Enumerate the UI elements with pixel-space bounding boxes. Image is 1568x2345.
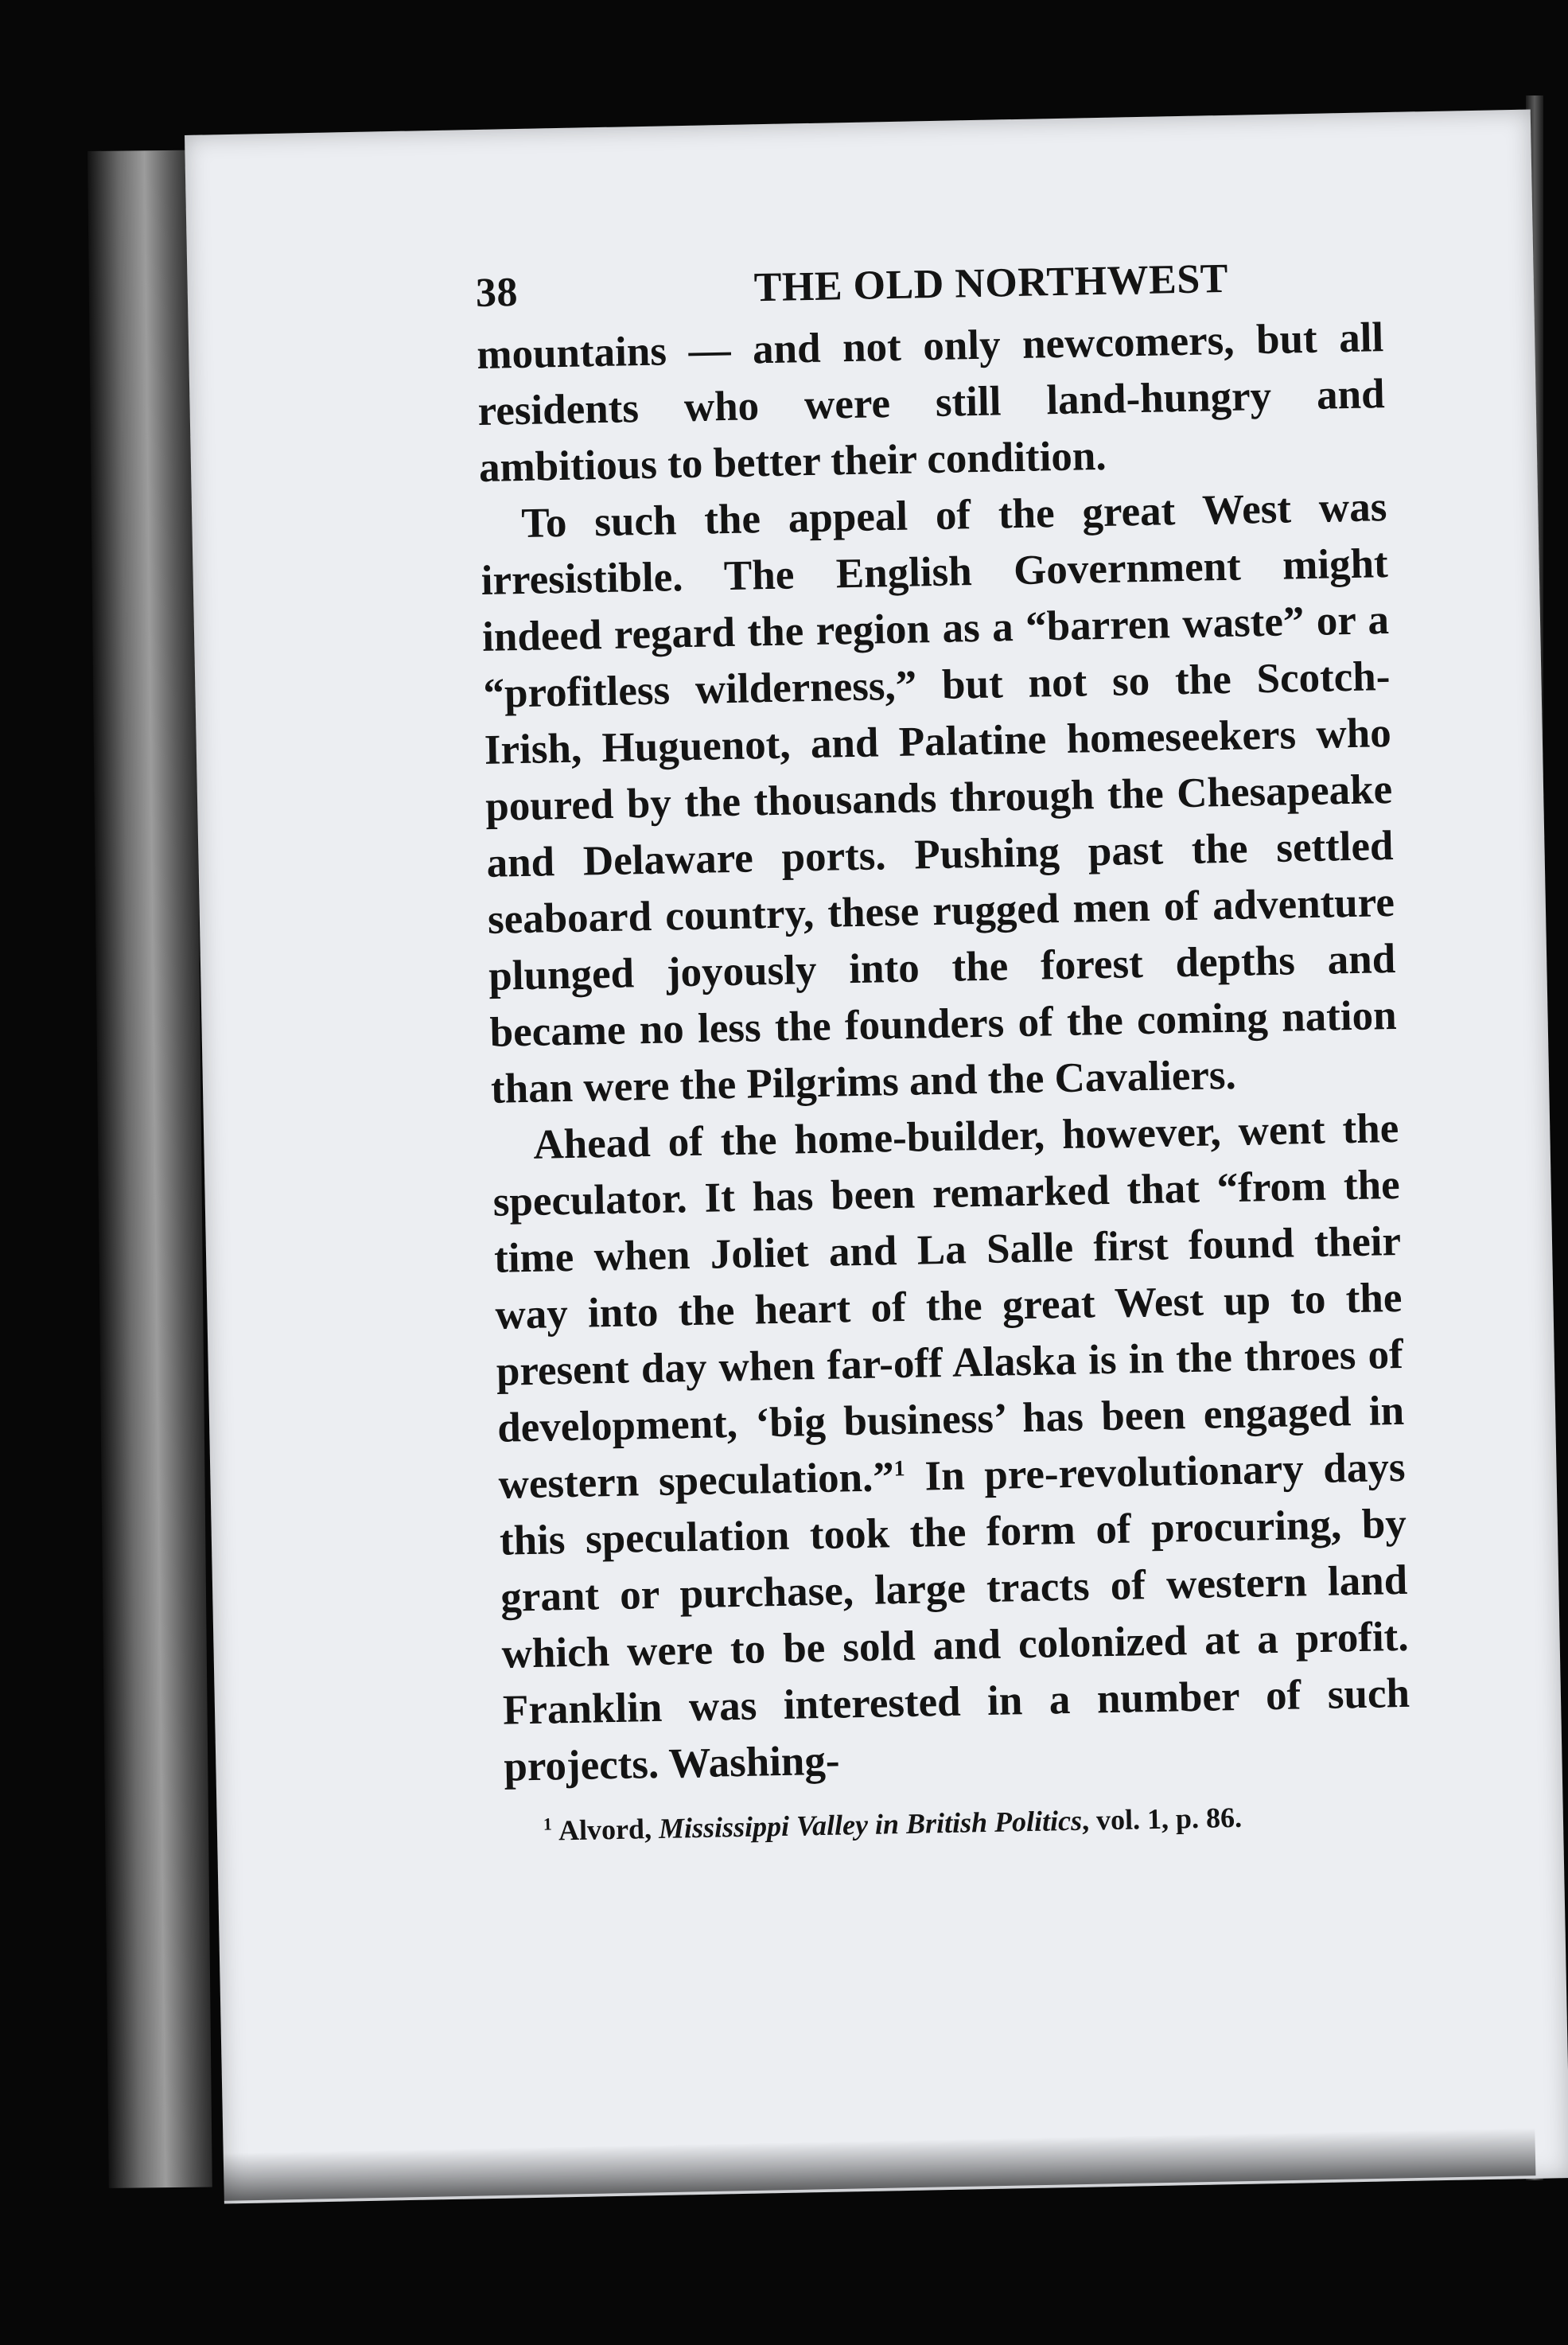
footnote-rest: , vol. 1, p. 86.: [1081, 1801, 1243, 1837]
footnote: [505, 1794, 1413, 1852]
paragraph-2: To such the appeal of the great West was irresistible. The English Government might indeed regard the region as a “barren waste” or a “profitless wilderness,” but not so the Scotch-Irish, Huguenot, and Palatine homeseekers who poured by the thousands through the Chesapeake and Delaware ports. Pushing past the settled seaboard country, these rugged men of adventure plunged joyously into the forest depths and became no less the founders of the coming nation than were the Pilgrims and the Cavaliers.: [481, 484, 1398, 1112]
paragraph-3-text-b: In pre-revolutionary days this speculation took the form of procuring, by grant or purchase, large tracts of western land which were to be sold and colonized at a profit. Franklin was interested in a number of such projects. Washing-: [499, 1443, 1410, 1790]
running-head-title: THE OLD NORTHWEST: [753, 255, 1229, 311]
footnote-title: Mississippi Valley in British Politics: [658, 1804, 1083, 1844]
paragraph-3-text-a: Ahead of the home-builder, however, went the speculator. It has been remarked that “from the time when Joliet and La Salle first found their way into the heart of the great West up to the present day when far-off Alaska is in the throes of development, ‘big business’ has been engaged in western speculation.”: [492, 1104, 1405, 1508]
book-page: [185, 110, 1568, 2204]
page-number: 38: [475, 270, 519, 317]
footnote-author: Alvord,: [558, 1812, 659, 1847]
text-block: [475, 247, 1412, 1852]
paragraph-1: mountains — and not only newcomers, but all residents who were still land-hungry and ambitious to better their condition.: [476, 314, 1386, 491]
paragraph-3: [492, 1100, 1411, 1796]
footnote-mark: 1: [543, 1813, 553, 1834]
footnote-reference: 1: [893, 1456, 905, 1482]
